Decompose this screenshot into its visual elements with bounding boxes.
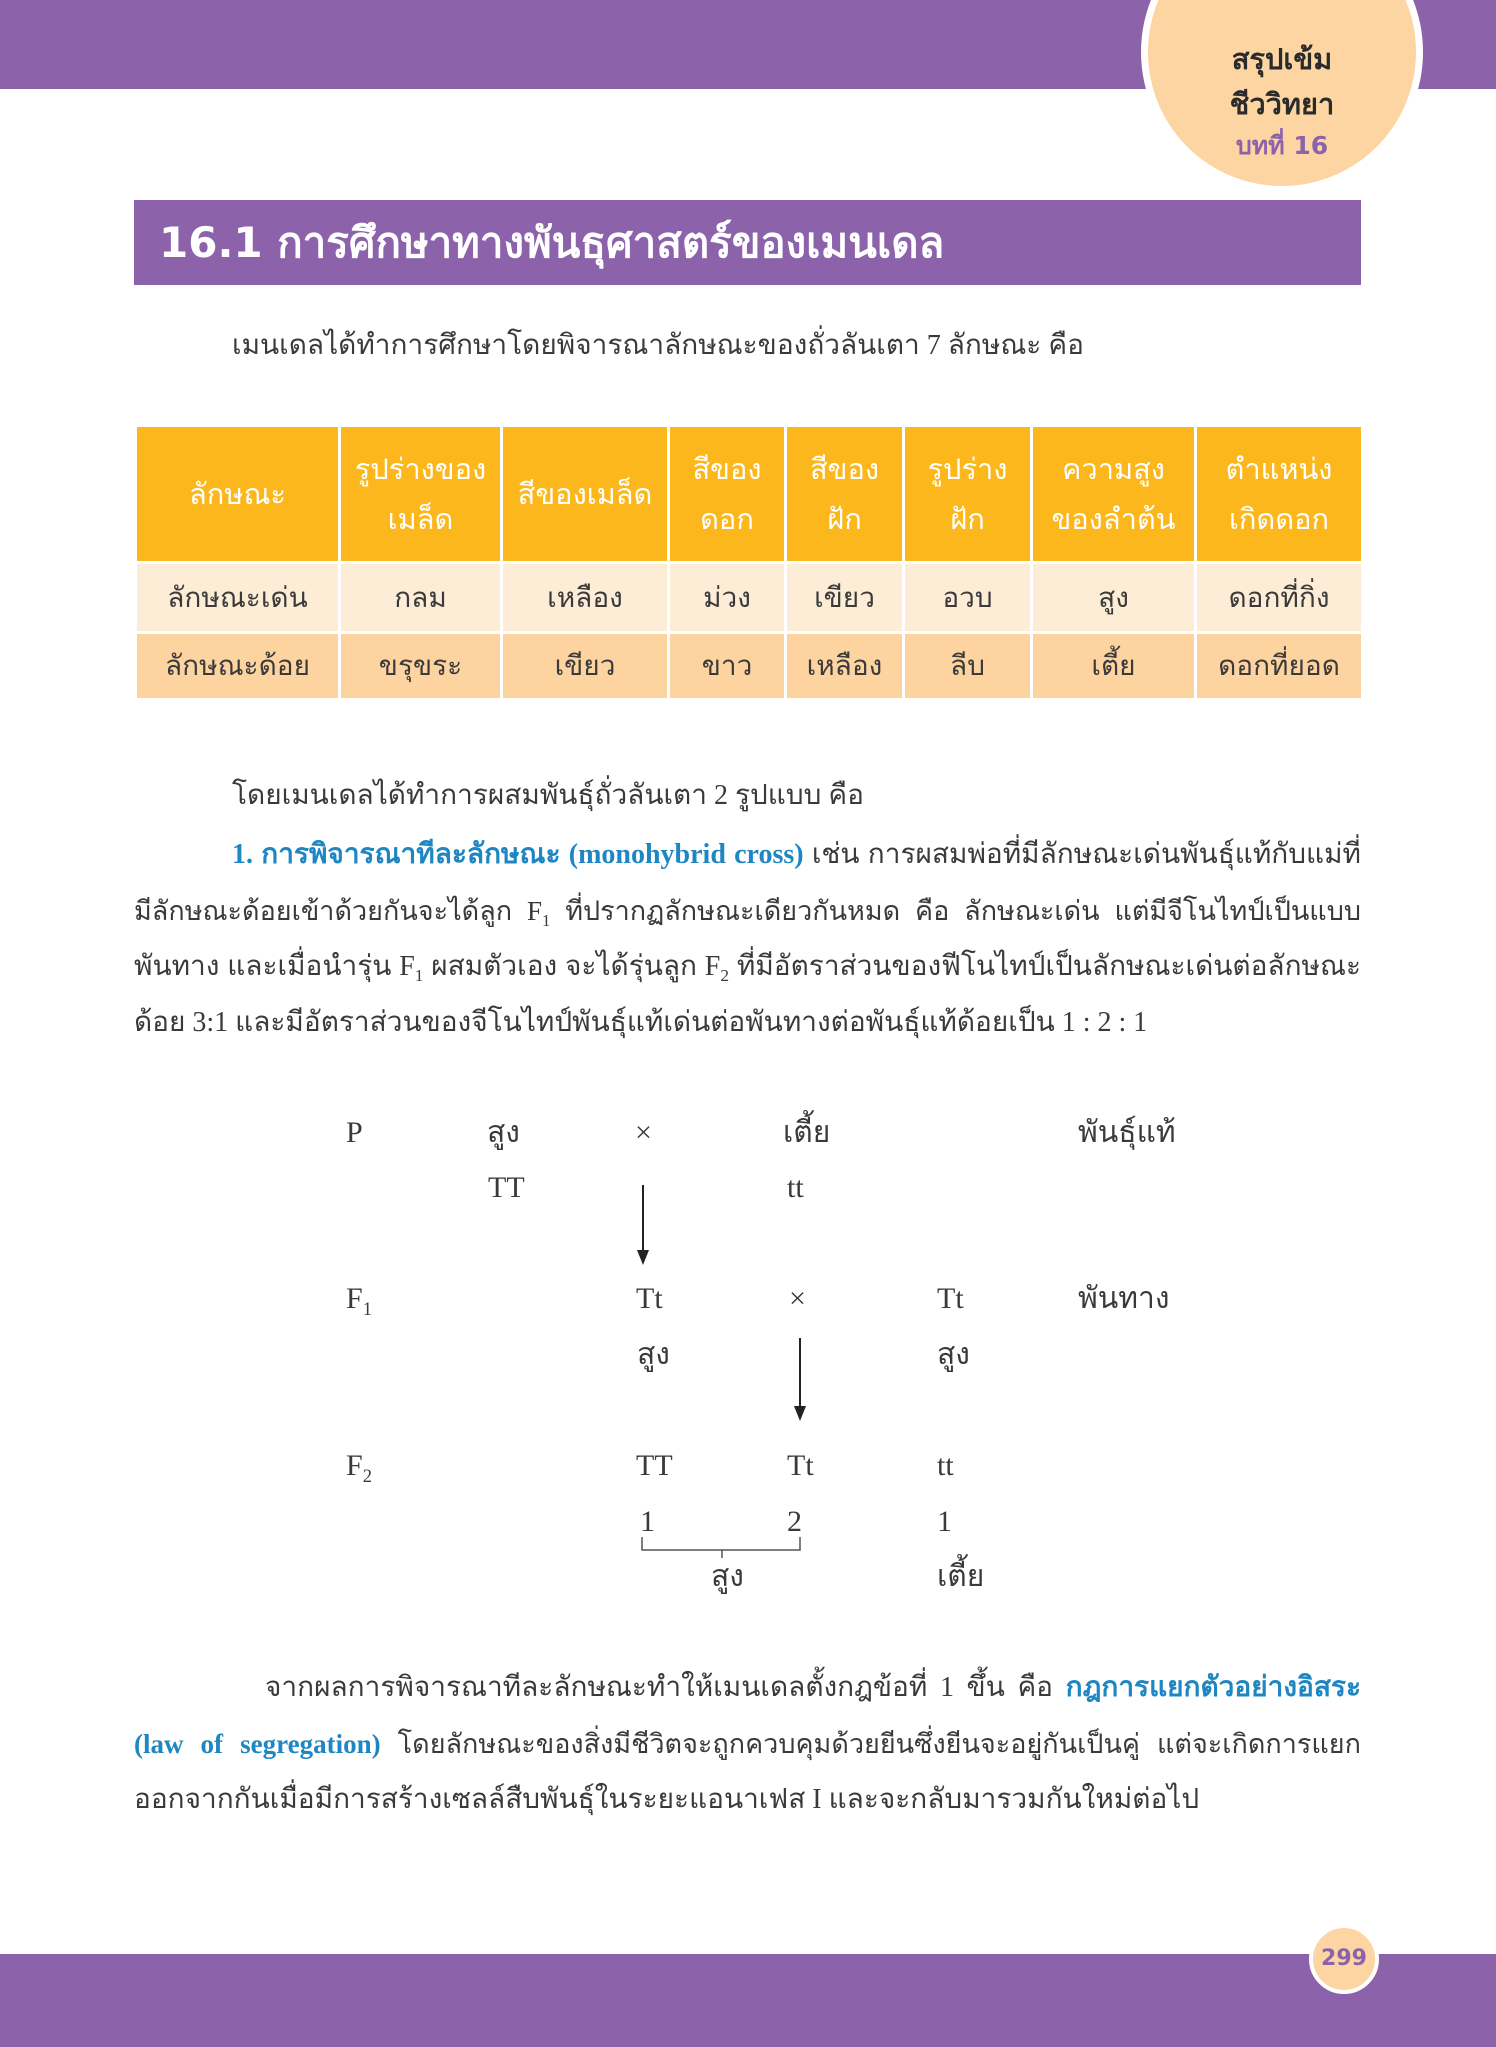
text-run: จากผลการพิจารณาทีละลักษณะทำให้เมนเดลตั้งกฎข้อที่ 1 ขึ้น คือ xyxy=(265,1672,1066,1703)
text-run: เช่น การผสมพ่อที่มีลักษณะเด่นพันธุ์แท้กับแม่ที่ xyxy=(803,839,1361,870)
paragraph-line xyxy=(134,883,1361,939)
header-line: รูปร่าง xyxy=(927,452,1008,486)
header-line: ฝัก xyxy=(827,502,862,536)
p-left-genotype: TT xyxy=(488,1171,525,1204)
f1-right-phenotype: สูง xyxy=(937,1338,970,1371)
p-left-phenotype: สูง xyxy=(487,1116,520,1149)
monohybrid-paragraph xyxy=(134,827,1361,1051)
header-line: ของลำต้น xyxy=(1051,502,1176,536)
dominant-seed-color: เหลือง xyxy=(502,563,669,633)
recessive-flower-position: ดอกที่ยอด xyxy=(1196,633,1363,700)
header-line: สีของเมล็ด xyxy=(517,477,653,511)
header-line: เกิดดอก xyxy=(1228,502,1330,536)
paragraph-line xyxy=(134,995,1361,1051)
header-seed-shape xyxy=(340,426,502,563)
header-seed-color xyxy=(502,426,669,563)
dominant-seed-shape: กลม xyxy=(340,563,502,633)
f1-left-genotype: Tt xyxy=(636,1282,663,1315)
header-pod-shape xyxy=(904,426,1032,563)
law-paragraph xyxy=(134,1660,1361,1828)
page-number: 299 xyxy=(1309,1924,1379,1994)
f2-ratio: 1 xyxy=(640,1505,655,1538)
law-name-english: (law of segregation) xyxy=(134,1729,381,1759)
monohybrid-heading: 1. การพิจารณาทีละลักษณะ (monohybrid cross) xyxy=(232,839,804,870)
f2-short-group-label: เตี้ย xyxy=(937,1560,985,1593)
paragraph-line xyxy=(134,1772,1361,1828)
f1-cross-symbol: × xyxy=(789,1282,806,1315)
subscript: 1 xyxy=(541,910,551,930)
p-right-genotype: tt xyxy=(787,1171,804,1204)
cross-intro-paragraph: โดยเมนเดลได้ทำการผสมพันธุ์ถั่วลันเตา 2 รูปแบบ คือ xyxy=(232,780,864,811)
text-run: โดยลักษณะของสิ่งมีชีวิตจะถูกควบคุมด้วยยีนซึ่งยีนจะอยู่กันเป็นคู่ แต่จะเกิดการแยก xyxy=(380,1729,1361,1759)
badge-book-title: สรุปเข้ม xyxy=(1231,42,1333,76)
subscript: 2 xyxy=(720,966,730,986)
section-title: 16.1 การศึกษาทางพันธุศาสตร์ของเมนเดล xyxy=(159,218,945,267)
f2-tall-group-label: สูง xyxy=(711,1560,744,1593)
header-line: ความสูง xyxy=(1062,452,1165,486)
section-title-bar xyxy=(134,200,1361,285)
header-line: รูปร่างของ xyxy=(354,452,487,486)
arrow-p-to-f1 xyxy=(637,1185,649,1265)
paragraph-line xyxy=(134,1660,1361,1716)
header-line: ตำแหน่ง xyxy=(1225,452,1333,486)
p-right-phenotype: เตี้ย xyxy=(783,1116,831,1149)
p-note: พันธุ์แท้ xyxy=(1078,1116,1176,1149)
header-line: ลักษณะ xyxy=(189,477,286,511)
badge-subject: ชีววิทยา xyxy=(1229,87,1335,121)
f2-genotype-tt-dominant: TT xyxy=(636,1449,673,1482)
generation-label-f2 xyxy=(346,1446,372,1486)
header-line: เมล็ด xyxy=(387,502,454,536)
text-run: พันทาง และเมื่อนำรุ่น F xyxy=(134,951,415,982)
recessive-seed-shape: ขรุขระ xyxy=(340,633,502,700)
label-letter: F xyxy=(346,1449,363,1482)
header-flower-position xyxy=(1196,426,1363,563)
badge-chapter: บทที่ 16 xyxy=(1235,131,1329,160)
subscript: 1 xyxy=(362,1298,372,1320)
dominant-pod-shape: อวบ xyxy=(904,563,1032,633)
dominant-pod-color: เขียว xyxy=(786,563,904,633)
generation-label-p: P xyxy=(346,1116,363,1149)
label-letter: F xyxy=(346,1282,363,1315)
text-run: ออกจากกันเมื่อมีการสร้างเซลล์สืบพันธุ์ในระยะแอนาเฟส I และจะกลับมารวมกันใหม่ต่อไป xyxy=(134,1784,1200,1815)
bracket-tall-group xyxy=(642,1537,800,1558)
subscript: 1 xyxy=(414,966,424,986)
f1-left-phenotype: สูง xyxy=(637,1338,670,1371)
header-pod-color xyxy=(786,426,904,563)
text-run: ผสมตัวเอง จะได้รุ่นลูก F xyxy=(423,951,721,982)
dominant-trait-row xyxy=(136,563,1363,633)
f1-right-genotype: Tt xyxy=(937,1282,964,1315)
recessive-stem-height: เตี้ย xyxy=(1032,633,1196,700)
intro-paragraph: เมนเดลได้ทำการศึกษาโดยพิจารณาลักษณะของถั่วลันเตา 7 ลักษณะ คือ xyxy=(232,330,1084,361)
recessive-trait-row xyxy=(136,633,1363,700)
header-flower-color xyxy=(669,426,786,563)
f2-ratio: 1 xyxy=(937,1505,952,1538)
pea-traits-table xyxy=(134,424,1364,701)
text-run: ที่มีอัตราส่วนของฟีโนไทป์เป็นลักษณะเด่นต่อลักษณะ xyxy=(729,951,1362,982)
dominant-row-label: ลักษณะเด่น xyxy=(136,563,340,633)
header-trait xyxy=(136,426,340,563)
table-header-row xyxy=(136,426,1363,563)
recessive-row-label: ลักษณะด้อย xyxy=(136,633,340,700)
f2-genotype-tt-recessive: tt xyxy=(937,1449,954,1482)
text-run: ที่ปรากฏลักษณะเดียวกันหมด คือ ลักษณะเด่น แต่มีจีโนไทป์เป็นแบบ xyxy=(550,896,1361,926)
recessive-pod-shape: ลีบ xyxy=(904,633,1032,700)
dominant-stem-height: สูง xyxy=(1032,563,1196,633)
f2-ratio: 2 xyxy=(787,1505,802,1538)
f1-note: พันทาง xyxy=(1078,1282,1170,1315)
paragraph-line xyxy=(134,939,1361,995)
subscript: 2 xyxy=(362,1465,372,1487)
header-line: สีของ xyxy=(692,452,762,486)
header-stem-height xyxy=(1032,426,1196,563)
generation-label-f1 xyxy=(346,1279,372,1319)
cross-diagram-lines xyxy=(600,1170,860,1570)
recessive-seed-color: เขียว xyxy=(502,633,669,700)
law-name: กฎการแยกตัวอย่างอิสระ xyxy=(1065,1672,1361,1703)
paragraph-line xyxy=(134,1716,1361,1772)
header-line: ดอก xyxy=(700,502,754,536)
dominant-flower-color: ม่วง xyxy=(669,563,786,633)
header-line: ฝัก xyxy=(950,502,985,536)
p-cross-symbol: × xyxy=(635,1116,652,1149)
text-run: ด้อย 3:1 และมีอัตราส่วนของจีโนไทป์พันธุ์แท้เด่นต่อพันทางต่อพันธุ์แท้ด้อยเป็น 1 : 2 : 1 xyxy=(134,1007,1148,1038)
bottom-footer-bar xyxy=(0,1954,1496,2047)
header-line: สีของ xyxy=(809,452,880,486)
text-run: มีลักษณะด้อยเข้าด้วยกันจะได้ลูก F xyxy=(134,896,542,926)
recessive-flower-color: ขาว xyxy=(669,633,786,700)
dominant-flower-position: ดอกที่กิ่ง xyxy=(1196,563,1363,633)
recessive-pod-color: เหลือง xyxy=(786,633,904,700)
f2-genotype-heterozygous: Tt xyxy=(787,1449,814,1482)
paragraph-line xyxy=(134,827,1361,883)
arrow-f1-to-f2 xyxy=(794,1338,806,1421)
